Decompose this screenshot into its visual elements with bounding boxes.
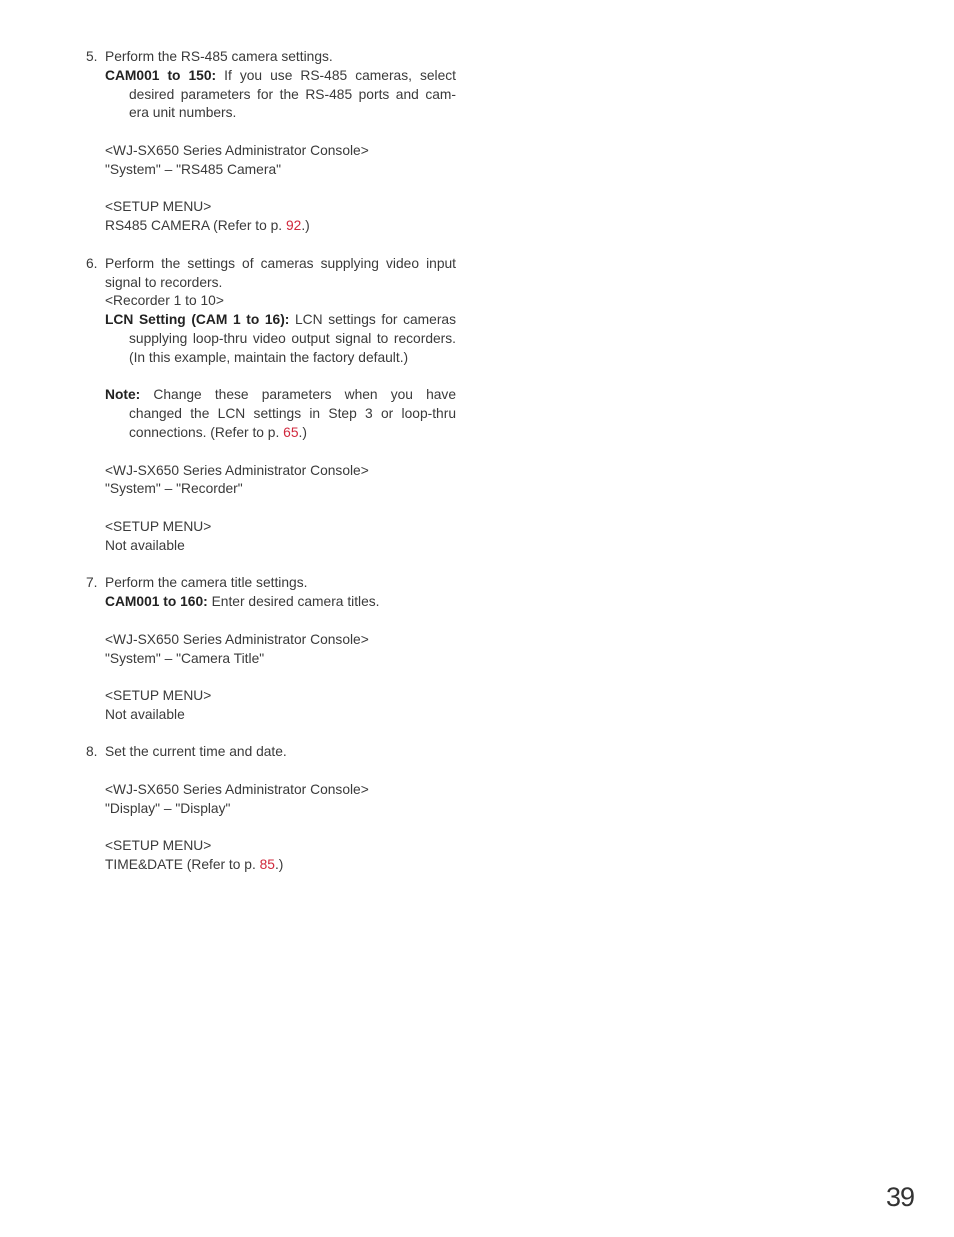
parameter-label: LCN Setting (CAM 1 to 16): bbox=[105, 312, 290, 328]
note: Note: Change these parameters when you have changed the LCN settings in Step 3 or loop-thru connections. (Refer to p. 65.) bbox=[105, 387, 456, 440]
parameter-item bbox=[105, 67, 456, 123]
note-label: Note: bbox=[105, 387, 141, 403]
setup-menu-header: <SETUP MENU> bbox=[105, 688, 212, 704]
step-intro: Perform the camera title settings. bbox=[105, 575, 308, 591]
setup-menu-header: <SETUP MENU> bbox=[105, 838, 212, 854]
parameter-label: CAM001 to 150: bbox=[105, 67, 217, 83]
setup-menu-header: <SETUP MENU> bbox=[105, 518, 212, 534]
console-header: <WJ-SX650 Series Administrator Console> bbox=[105, 631, 369, 647]
parameter-text: LCN settings for cameras supplying loop-thru video output signal to recorders. (In this example, maintain the factory default.) bbox=[129, 312, 456, 365]
step-number: 5. bbox=[86, 49, 98, 64]
parameter-text: If you use RS-485 cameras, select desired parameters for the RS-485 ports and cam-era unit numbers. bbox=[129, 67, 457, 121]
step-intro: Perform the RS-485 camera settings. bbox=[105, 49, 333, 64]
step-6 bbox=[86, 255, 456, 556]
setup-menu-ref: RS485 CAMERA (Refer to p. 92.) bbox=[105, 218, 310, 234]
setup-menu-header: <SETUP MENU> bbox=[105, 199, 212, 215]
step-intro: Set the current time and date. bbox=[105, 744, 287, 760]
console-path: "Display" – "Display" bbox=[105, 800, 231, 816]
setup-menu-ref: TIME&DATE (Refer to p. 85.) bbox=[105, 857, 284, 873]
console-header: <WJ-SX650 Series Administrator Console> bbox=[105, 782, 369, 798]
main-column bbox=[86, 48, 456, 875]
step-8 bbox=[86, 743, 456, 875]
console-path: "System" – "Camera Title" bbox=[105, 650, 265, 666]
step-number: 6. bbox=[86, 255, 98, 271]
step-5 bbox=[86, 48, 456, 236]
setup-menu-text: Not available bbox=[105, 537, 185, 553]
step-intro: Perform the settings of cameras supplying video input signal to recorders. bbox=[105, 255, 456, 290]
note-text: Change these parameters when you have changed the LCN settings in Step 3 or loop-thru connections. (Refer to p. bbox=[129, 387, 456, 440]
parameter-label: CAM001 to 160: bbox=[105, 594, 208, 610]
recorder-range: <Recorder 1 to 10> bbox=[105, 293, 224, 309]
page-link-92[interactable]: 92 bbox=[285, 218, 302, 234]
console-path: "System" – "RS485 Camera" bbox=[105, 161, 282, 177]
parameter-item bbox=[105, 593, 456, 612]
console-header: <WJ-SX650 Series Administrator Console> bbox=[105, 462, 369, 478]
step-number: 8. bbox=[86, 744, 98, 760]
page-link-85[interactable]: 85 bbox=[259, 857, 275, 873]
page-link-65[interactable]: 65 bbox=[283, 424, 299, 440]
page-number: 39 bbox=[885, 1182, 914, 1212]
step-7 bbox=[86, 574, 456, 724]
parameter-text: Enter desired camera titles. bbox=[207, 594, 380, 610]
console-header: <WJ-SX650 Series Administrator Console> bbox=[105, 142, 369, 158]
console-path: "System" – "Recorder" bbox=[105, 481, 243, 497]
step-number: 7. bbox=[86, 575, 98, 591]
setup-menu-text: Not available bbox=[105, 706, 185, 722]
parameter-item bbox=[105, 311, 456, 367]
